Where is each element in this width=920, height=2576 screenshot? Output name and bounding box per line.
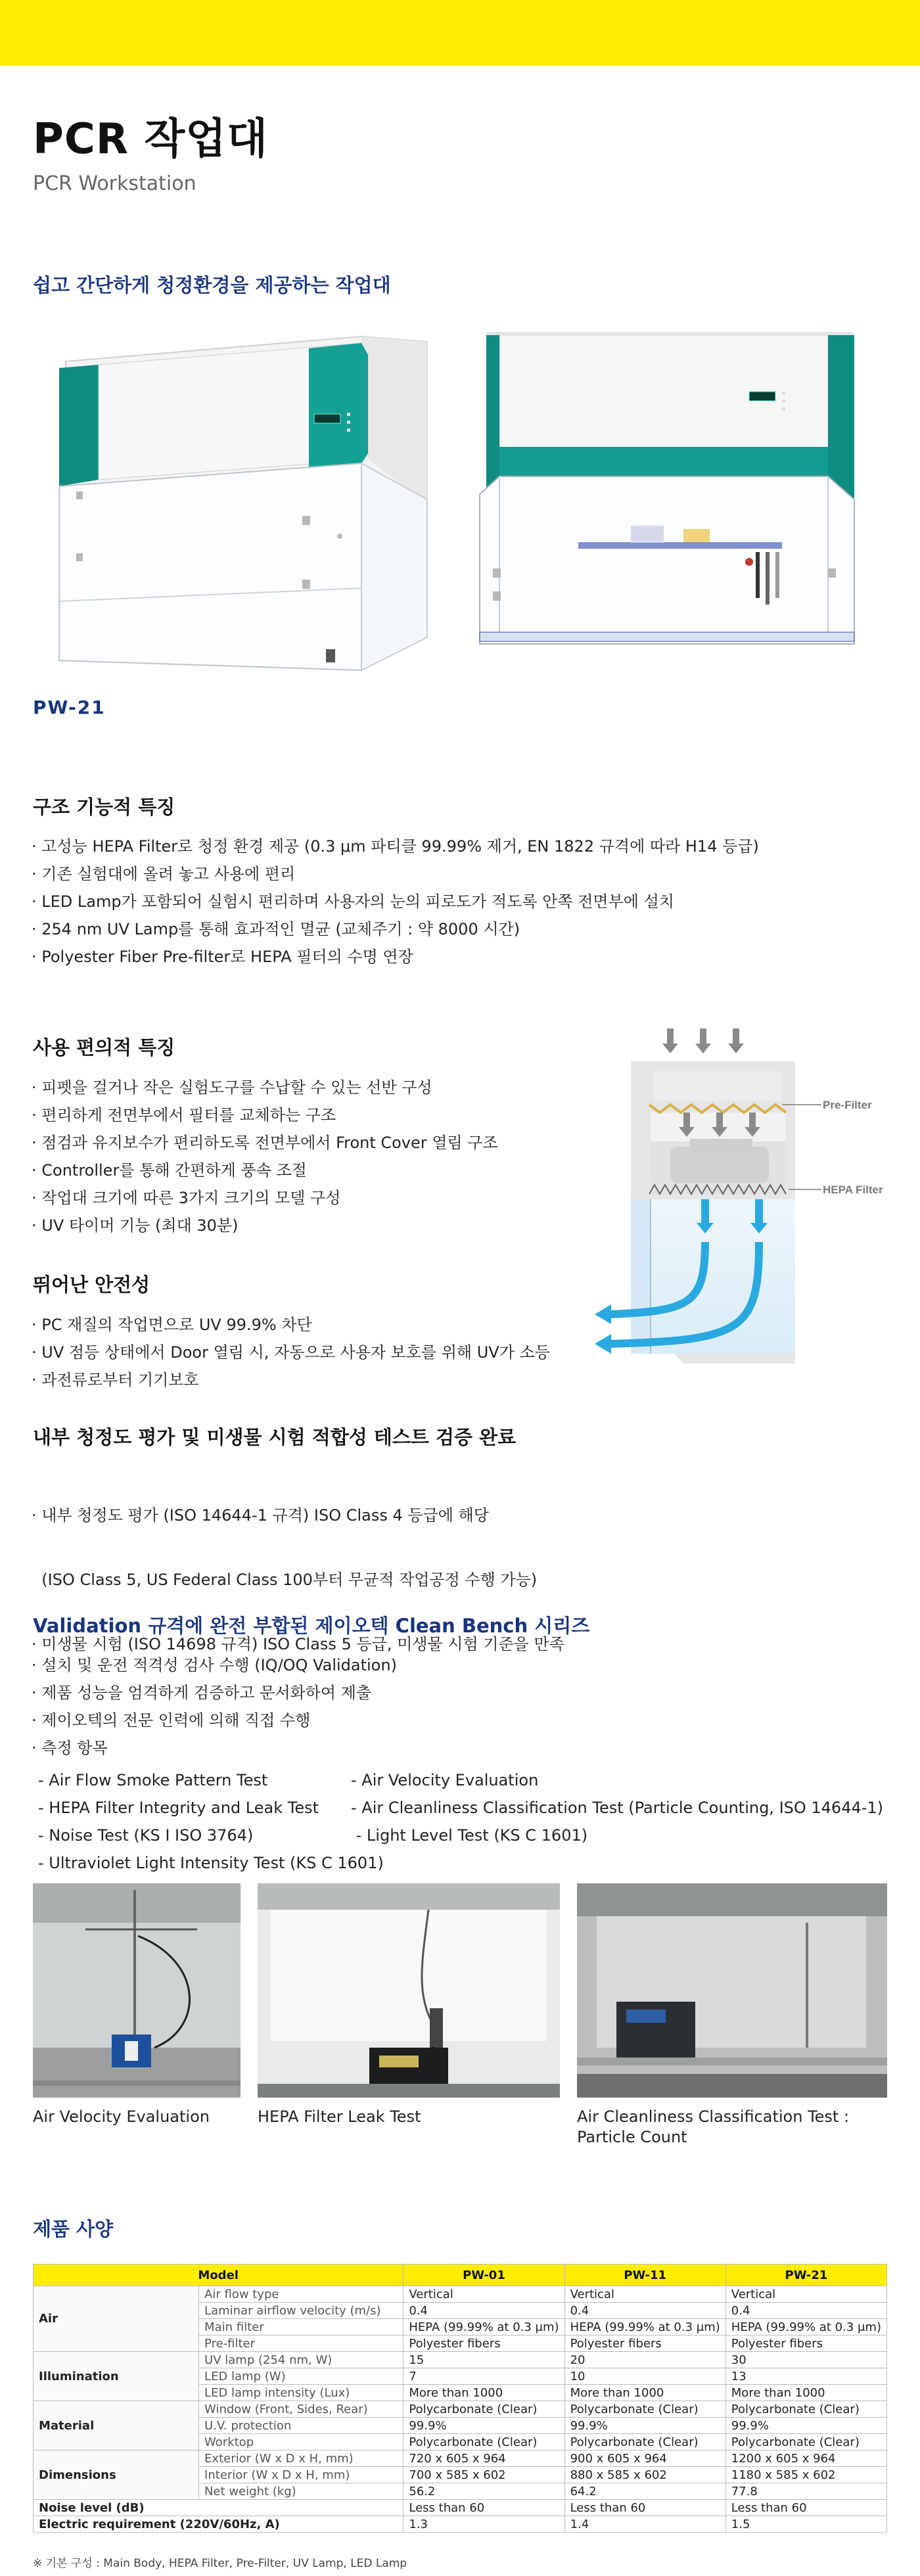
spec-group-label: Illumination <box>34 2352 199 2401</box>
airflow-diagram <box>591 1022 894 1370</box>
table-cell: 10 <box>564 2368 725 2385</box>
test-row <box>38 1794 884 1822</box>
table-cell: More than 1000 <box>725 2385 886 2401</box>
table-cell: Less than 60 <box>725 2500 886 2516</box>
spec-item-label: LED lamp (W) <box>199 2368 403 2385</box>
table-cell: 1.4 <box>564 2516 725 2533</box>
photo-caption: HEPA Filter Leak Test <box>258 2107 421 2126</box>
product-image-angled <box>53 329 434 677</box>
spec-item-label: Noise level (dB) <box>34 2500 403 2516</box>
table-cell: Polycarbonate (Clear) <box>403 2434 564 2450</box>
table-cell: 1180 x 585 x 602 <box>725 2467 886 2483</box>
column-header: PW-01 <box>403 2265 564 2286</box>
table-cell: 13 <box>725 2368 886 2385</box>
list-item: · Controller를 통해 간편하게 풍속 조절 <box>32 1161 307 1180</box>
test-row <box>38 1822 588 1849</box>
photo-air-velocity <box>33 1883 241 2098</box>
table-row <box>34 2286 887 2303</box>
photo-particle-count <box>577 1883 887 2098</box>
test-item: - Air Cleanliness Classification Test (Particle Counting, ISO 14644-1) <box>351 1799 884 1817</box>
list-item: · 내부 청정도 평가 (ISO 14644-1 규격) ISO Class 4 등급에 해당 <box>32 1506 489 1525</box>
test-item: - HEPA Filter Integrity and Leak Test <box>38 1799 319 1817</box>
cleanliness-list <box>32 1465 564 1676</box>
column-header: Model <box>34 2265 403 2286</box>
spec-group-label: Air <box>34 2286 199 2352</box>
prefilter-label: Pre-Filter <box>823 1099 872 1111</box>
validation-list <box>32 1651 397 1762</box>
table-row <box>34 2401 887 2418</box>
table-cell: Vertical <box>725 2286 886 2303</box>
table-cell: Polycarbonate (Clear) <box>564 2434 725 2450</box>
list-item: · 피펫을 걸거나 작은 실험도구를 수납할 수 있는 선반 구성 <box>32 1078 432 1097</box>
test-item: - Ultraviolet Light Intensity Test (KS C 1601) <box>38 1854 384 1872</box>
list-item: · 작업대 크기에 따른 3가지 크기의 모델 구성 <box>32 1189 341 1207</box>
table-cell: Vertical <box>403 2286 564 2303</box>
top-accent-bar <box>0 0 920 66</box>
column-header: PW-11 <box>564 2265 725 2286</box>
test-items <box>38 1766 884 1877</box>
photo-caption: Air Velocity Evaluation <box>33 2107 210 2126</box>
list-item: · 과전류로부터 기기보호 <box>32 1371 199 1389</box>
table-cell: 99.9% <box>725 2418 886 2434</box>
table-cell: 1.5 <box>725 2516 886 2533</box>
spec-item-label: Electric requirement (220V/60Hz, A) <box>34 2516 403 2533</box>
table-cell: Polyester fibers <box>725 2335 886 2352</box>
table-cell: 15 <box>403 2352 564 2368</box>
table-cell: HEPA (99.99% at 0.3 μm) <box>403 2319 564 2335</box>
list-item: · 미생물 시험 (ISO 14698 규격) ISO Class 5 등급, 미생물 시험 기준을 만족 <box>32 1635 564 1653</box>
list-item: · 설치 및 운전 적격성 검사 수행 (IQ/OQ Validation) <box>32 1656 397 1674</box>
list-item: · 측정 항목 <box>32 1739 108 1757</box>
list-item: · 제이오텍의 전문 인력에 의해 직접 수행 <box>32 1711 311 1730</box>
table-cell: 700 x 585 x 602 <box>403 2467 564 2483</box>
table-cell: 0.4 <box>725 2303 886 2319</box>
table-row <box>34 2516 887 2533</box>
table-cell: HEPA (99.99% at 0.3 μm) <box>564 2319 725 2335</box>
structure-list <box>32 833 759 971</box>
photo-caption: Air Cleanliness Classification Test : Particle Count <box>577 2107 850 2146</box>
spec-item-label: LED lamp intensity (Lux) <box>199 2385 403 2401</box>
table-cell: 880 x 585 x 602 <box>564 2467 725 2483</box>
table-cell: Polyester fibers <box>564 2335 725 2352</box>
test-row <box>38 1766 539 1794</box>
spec-note: ※ 기본 구성 : Main Body, HEPA Filter, Pre-Filter, UV Lamp, LED Lamp <box>33 2557 407 2570</box>
list-item: · 기존 실험대에 올려 놓고 사용에 편리 <box>32 865 296 883</box>
list-item: · 254 nm UV Lamp를 통해 효과적인 멸균 (교체주기 : 약 8000 시간) <box>32 920 520 938</box>
spec-table-body <box>34 2286 887 2533</box>
table-cell: 77.8 <box>725 2483 886 2500</box>
table-cell: 56.2 <box>403 2483 564 2500</box>
spec-item-label: Exterior (W x D x H, mm) <box>199 2450 403 2467</box>
spec-item-label: Net weight (kg) <box>199 2483 403 2500</box>
spec-item-label: Air flow type <box>199 2286 403 2303</box>
list-item: · PC 재질의 작업면으로 UV 99.9% 차단 <box>32 1316 312 1334</box>
spec-item-label: U.V. protection <box>199 2418 403 2434</box>
safety-heading: 뛰어난 안전성 <box>33 1274 150 1296</box>
table-cell: Polycarbonate (Clear) <box>725 2434 886 2450</box>
table-cell: 1200 x 605 x 964 <box>725 2450 886 2467</box>
table-cell: More than 1000 <box>403 2385 564 2401</box>
list-item: · 점검과 유지보수가 편리하도록 전면부에서 Front Cover 열림 구조 <box>32 1134 498 1152</box>
table-cell: Polyester fibers <box>403 2335 564 2352</box>
product-image-front <box>473 329 881 651</box>
page-subtitle: PCR Workstation <box>33 172 196 195</box>
table-cell: 64.2 <box>564 2483 725 2500</box>
column-header: PW-21 <box>725 2265 886 2286</box>
table-cell: More than 1000 <box>564 2385 725 2401</box>
list-item: · 제품 성능을 엄격하게 검증하고 문서화하여 제출 <box>32 1684 372 1702</box>
list-item: · Polyester Fiber Pre-filter로 HEPA 필터의 수명 연장 <box>32 948 413 966</box>
model-label: PW-21 <box>33 697 106 718</box>
safety-list <box>32 1311 550 1394</box>
table-cell: Less than 60 <box>564 2500 725 2516</box>
spec-item-label: Window (Front, Sides, Rear) <box>199 2401 403 2418</box>
table-cell: 99.9% <box>564 2418 725 2434</box>
table-cell: Polycarbonate (Clear) <box>725 2401 886 2418</box>
convenience-heading: 사용 편의적 특징 <box>33 1036 175 1059</box>
table-header-row <box>34 2265 887 2286</box>
list-item: · UV 타이머 기능 (최대 30분) <box>32 1216 239 1235</box>
table-cell: 1.3 <box>403 2516 564 2533</box>
table-cell: 720 x 605 x 964 <box>403 2450 564 2467</box>
spec-heading: 제품 사양 <box>33 2218 114 2240</box>
spec-item-label: UV lamp (254 nm, W) <box>199 2352 403 2368</box>
test-item: - Air Velocity Evaluation <box>351 1771 539 1789</box>
table-row <box>34 2500 887 2516</box>
table-row <box>34 2352 887 2368</box>
table-cell: Vertical <box>564 2286 725 2303</box>
test-item: - Noise Test (KS I ISO 3764) <box>38 1826 254 1845</box>
spec-item-label: Main filter <box>199 2319 403 2335</box>
spec-item-label: Interior (W x D x H, mm) <box>199 2467 403 2483</box>
list-item: · UV 점등 상태에서 Door 열림 시, 자동으로 사용자 보호를 위해 UV가 소등 <box>32 1343 550 1362</box>
spec-item-label: Laminar airflow velocity (m/s) <box>199 2303 403 2319</box>
table-cell: 7 <box>403 2368 564 2385</box>
structure-heading: 구조 기능적 특징 <box>33 796 175 818</box>
cleanliness-heading: 내부 청정도 평가 및 미생물 시험 적합성 테스트 검증 완료 <box>33 1426 517 1448</box>
test-item: - Light Level Test (KS C 1601) <box>351 1826 588 1845</box>
page-title: PCR 작업대 <box>33 115 268 164</box>
hepa-filter-label: HEPA Filter <box>823 1184 883 1196</box>
spec-table <box>33 2264 887 2533</box>
list-item: (ISO Class 5, US Federal Class 100부터 무균적 작업공정 수행 가능) <box>32 1571 538 1589</box>
table-cell: Less than 60 <box>403 2500 564 2516</box>
intro-heading: 쉽고 간단하게 청정환경을 제공하는 작업대 <box>33 274 391 296</box>
table-cell: Polycarbonate (Clear) <box>564 2401 725 2418</box>
list-item: · LED Lamp가 포함되어 실험시 편리하며 사용자의 눈의 피로도가 적도록 안쪽 전면부에 설치 <box>32 892 674 911</box>
table-row <box>34 2450 887 2467</box>
table-cell: 20 <box>564 2352 725 2368</box>
table-cell: 99.9% <box>403 2418 564 2434</box>
spec-item-label: Pre-filter <box>199 2335 403 2352</box>
spec-item-label: Worktop <box>199 2434 403 2450</box>
test-item: - Air Flow Smoke Pattern Test <box>38 1771 268 1789</box>
photo-hepa-leak <box>258 1883 560 2098</box>
table-cell: 0.4 <box>564 2303 725 2319</box>
list-item: · 편리하게 전면부에서 필터를 교체하는 구조 <box>32 1106 336 1124</box>
table-cell: HEPA (99.99% at 0.3 μm) <box>725 2319 886 2335</box>
spec-group-label: Dimensions <box>34 2450 199 2500</box>
table-cell: Polycarbonate (Clear) <box>403 2401 564 2418</box>
convenience-list <box>32 1074 498 1239</box>
table-cell: 0.4 <box>403 2303 564 2319</box>
test-row <box>38 1849 384 1877</box>
spec-group-label: Material <box>34 2401 199 2450</box>
list-item: · 고성능 HEPA Filter로 청정 환경 제공 (0.3 μm 파티클 99.99% 제거, EN 1822 규격에 따라 H14 등급) <box>32 837 759 856</box>
table-cell: 900 x 605 x 964 <box>564 2450 725 2467</box>
validation-heading: Validation 규격에 완전 부합된 제이오텍 Clean Bench 시리즈 <box>33 1615 590 1637</box>
table-cell: 30 <box>725 2352 886 2368</box>
